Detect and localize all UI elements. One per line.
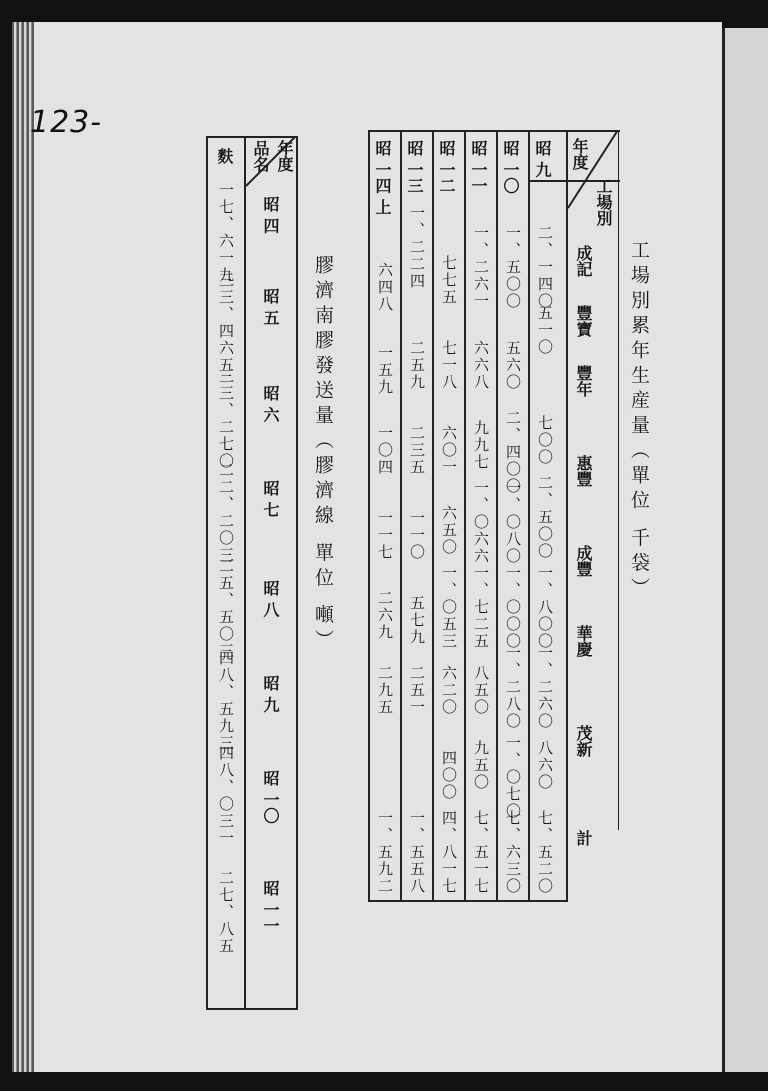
table1-cell: 二三五 [408,425,426,476]
page-number: 123- [30,105,103,140]
table1-year-cell: 昭 一〇 [501,140,520,194]
table1-cell: 一、二八〇 [504,645,522,730]
table1-cell: 八六〇 [536,740,554,791]
table1-cell: 二六九 [376,590,394,641]
book-spine [12,22,34,1072]
table1-cell: 一、七二五 [472,565,490,650]
table1-cell: 一、〇五三 [440,565,458,650]
table1-year-cell: 昭 一二 [437,140,456,194]
table1-header-factory-1: 成記 [574,245,593,277]
table1-cell: 五一〇 [536,305,554,356]
table1-cell: 四〇〇 [440,750,458,801]
table1-cell: 六四八 [376,262,394,313]
table1-cell: 一五九 [376,345,394,396]
table1-cell: 二五九 [408,340,426,391]
table1-cell: 四、八一七 [440,810,458,895]
table2-header-year: 昭 五 [261,288,280,326]
table2-corner-year-label: 年度 [275,140,294,172]
table1-cell: 八五〇 [472,665,490,716]
table2-header-year: 昭 一〇 [261,770,280,824]
table1-cell: 五七九 [408,595,426,646]
table2-cell: 二七、八五 [217,870,235,955]
table1-cell: 一、八〇〇 [536,565,554,650]
table2-corner-item-label: 品名 [251,140,270,172]
table1-cell: 七、五一七 [472,810,490,895]
table1-cell: 二九五 [376,665,394,716]
table1-cell: 一、二六〇 [536,645,554,730]
table1-cell: 一、〇八〇 [504,480,522,565]
table1-corner-factory-label: 工場別 [594,178,613,226]
table1-cell: 九九七 [472,420,490,471]
table1-cell: 一、二二四 [408,205,426,290]
table1-year-cell: 昭 一四 上 [373,140,392,216]
table1-cell: 七、五二〇 [536,810,554,895]
table1-cell: 一、五五八 [408,810,426,895]
table1-header-factory-4: 惠豐 [574,455,593,487]
table1-year-cell: 昭 一一 [469,140,488,194]
table1-header-factory-3: 豐年 [574,365,593,397]
table2-cell: 二二、二〇三 [217,462,235,564]
table1-year-cell: 昭 一三 [405,140,424,194]
table1-cell: 一、〇〇〇 [504,565,522,650]
table1-cell: 一、二六一 [472,225,490,310]
table1-cell: 七七五 [440,255,458,306]
table1-cell: 二、五〇〇 [536,475,554,560]
table1-cell: 六六八 [472,340,490,391]
table1-cell: 七〇〇 [536,415,554,466]
table1-corner-year-label: 年度 [570,138,589,170]
table1-cell: 六五〇 [440,505,458,556]
table2-cell: 四八、五九三 [217,650,235,752]
table2-header-year: 昭 六 [261,385,280,423]
table1-cell: 一、五九二 [376,810,394,895]
table2-cell: 二五、五〇三 [217,558,235,660]
table2-title: 膠濟南膠發送量（膠濟線 單位 噸） [312,255,334,655]
table1-cell: 一、〇七〇 [504,735,522,820]
table1-cell: 一、〇六六 [472,480,490,565]
table1-cell: 六二〇 [440,665,458,716]
table2-row-label-bran: 麩 [215,148,234,164]
table1-cell: 一、五〇〇 [504,225,522,310]
table2-cell: 三三、四六五 [217,272,235,374]
table1-header-factory-7: 茂新 [574,725,593,757]
table2-cell: 三三、二七〇 [217,368,235,470]
table1-year-cell: 昭 九 [533,140,552,178]
table1-cell: 二、四〇〇 [504,410,522,495]
table1-cell: 六〇一 [440,425,458,476]
table2-header-year: 昭 一一 [261,880,280,934]
table1-title: 工場別累年生産量（單位 千袋） [628,240,650,603]
table2-cell: 一七、六一九 [217,182,235,284]
table1-header-factory-2: 豐寶 [574,305,593,337]
table1-header-total: 計 [574,830,593,846]
table2-header-year: 昭 七 [261,480,280,518]
table1-cell: 一〇四 [376,425,394,476]
table1-header-factory-5: 成豐 [574,545,593,577]
table2-cell: 四八、〇三一 [217,745,235,847]
table1-cell: 二五一 [408,665,426,716]
table1-cell: 九五〇 [472,740,490,791]
table2-header-year: 昭 九 [261,675,280,713]
table2-header-year: 昭 四 [261,196,280,234]
table1-cell: 二、一四〇 [536,225,554,310]
table1-cell: 七、六三〇 [504,810,522,895]
table1-cell: 一一〇 [408,510,426,561]
table1-cell: 五六〇 [504,340,522,391]
table1-cell: 一一七 [376,510,394,561]
table2-header-year: 昭 八 [261,580,280,618]
table1-cell: 七一八 [440,340,458,391]
table1-header-factory-6: 華慶 [574,625,593,657]
adjacent-page-edge [722,28,768,1072]
